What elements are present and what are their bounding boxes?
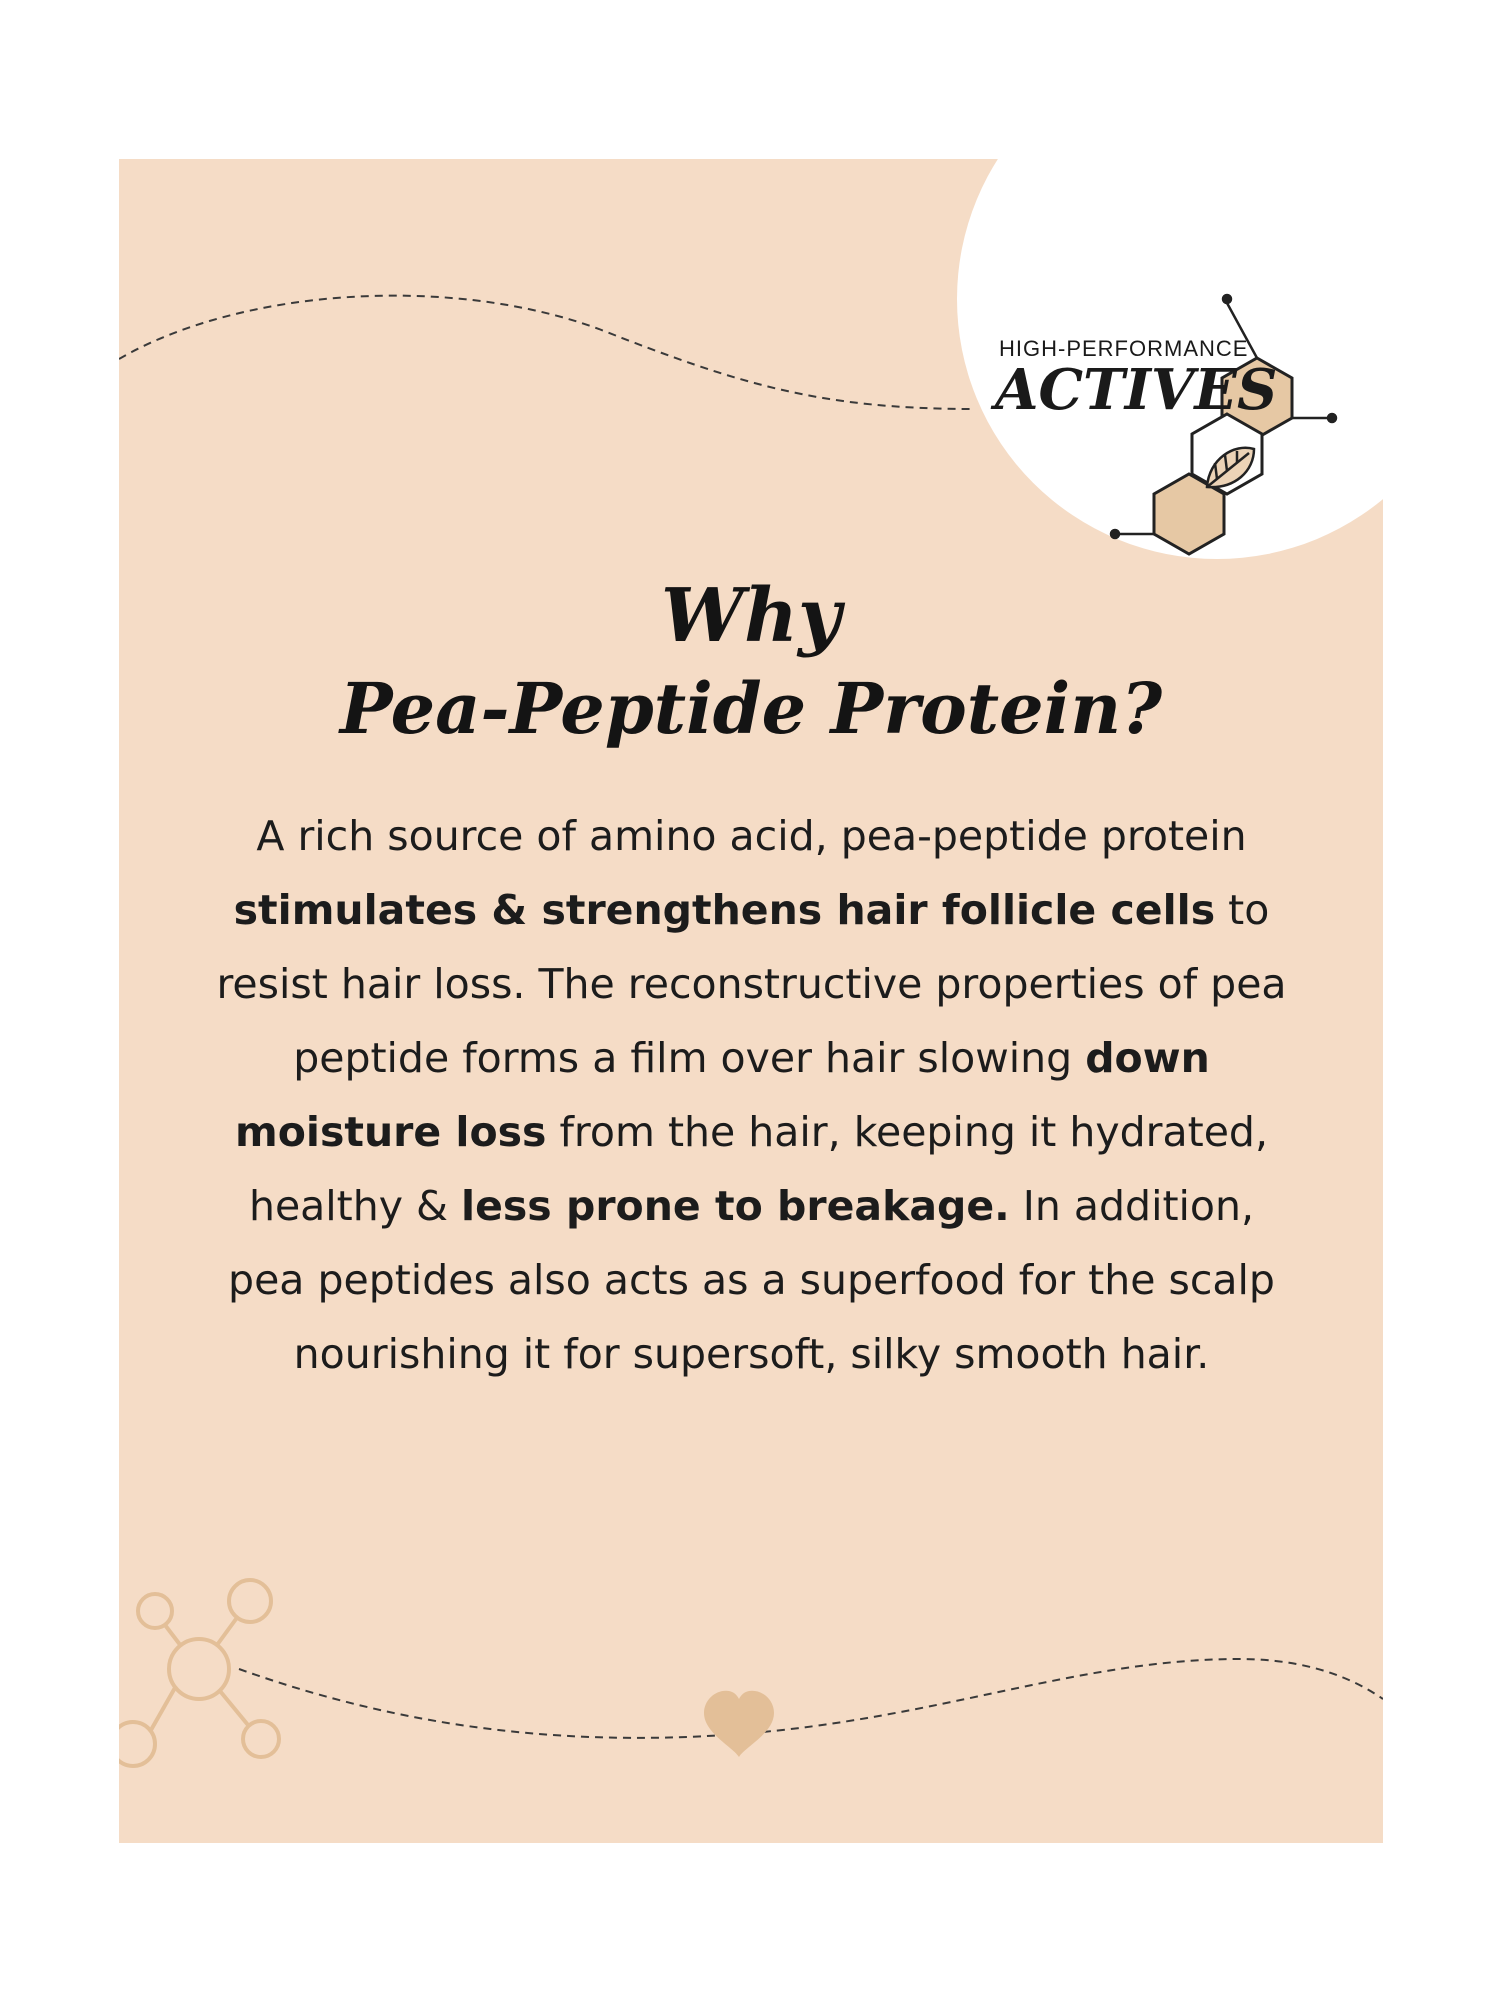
heading-line-1: Why xyxy=(661,573,841,659)
body-highlight: stimulates & strengthens hair follicle cells xyxy=(233,886,1216,934)
badge-title: ACTIVES xyxy=(995,357,1278,423)
badge-subtitle: HIGH-PERFORMANCE xyxy=(999,336,1249,361)
body-text xyxy=(214,799,1289,1391)
body-text-segment: In addition, pea peptides also acts as a superfood for the scalp nourishing it for supersoft, silky smooth hair. xyxy=(228,1182,1275,1378)
body-highlight: down moisture loss xyxy=(235,1034,1210,1156)
body-highlight: less prone to breakage. xyxy=(461,1182,1010,1230)
body-text-segment: from the hair, keeping it hydrated, healthy & xyxy=(248,1108,1268,1230)
body-text-segment: to resist hair loss. The reconstructive properties of pea peptide forms a film over hair slowing xyxy=(216,886,1287,1082)
heading-line-2: Pea-Peptide Protein? xyxy=(339,667,1163,750)
info-card xyxy=(119,159,1383,1843)
body-text-segment: A rich source of amino acid, pea-peptide protein xyxy=(256,812,1247,860)
